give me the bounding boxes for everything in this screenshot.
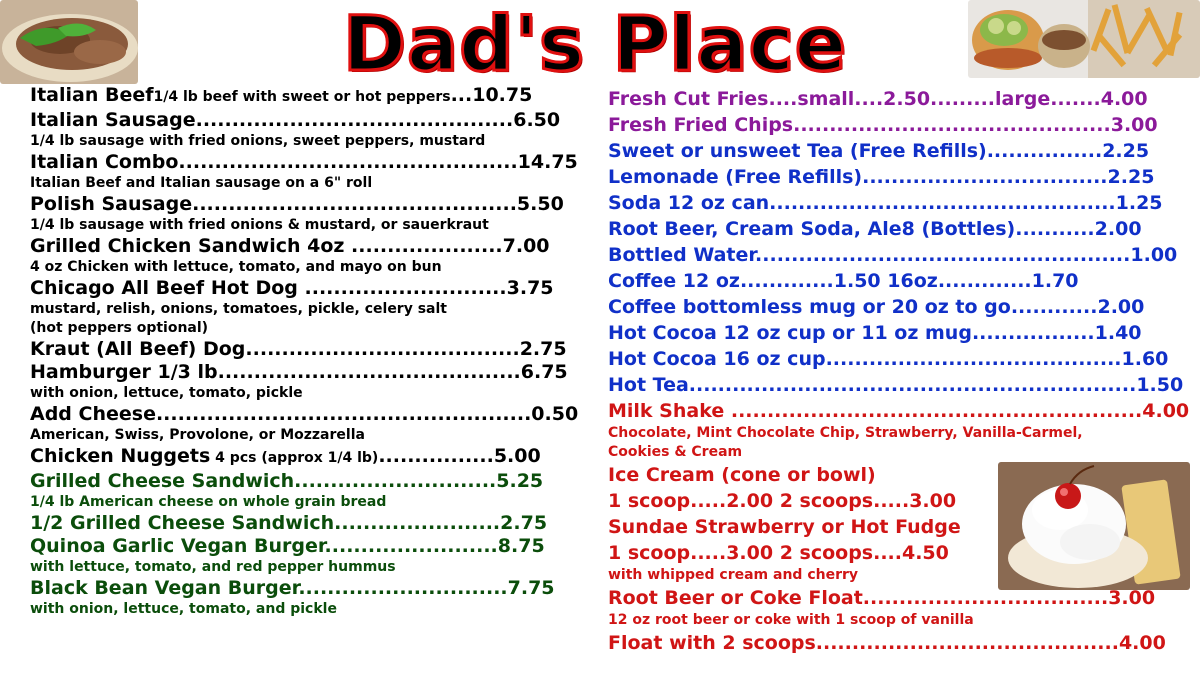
menu-item	[608, 372, 1190, 398]
dot-leader: .................	[971, 322, 1095, 344]
menu-item	[30, 338, 590, 361]
menu-item	[30, 235, 590, 258]
dot-leader: .............................................	[192, 193, 517, 215]
menu-item	[30, 84, 590, 109]
menu-item	[608, 488, 993, 514]
dot-leader: ..........................................	[815, 632, 1119, 654]
description-text: 4 oz Chicken with lettuce, tomato, and mayo on bun	[30, 259, 442, 275]
item-price: 2.00	[1097, 296, 1145, 318]
dot-leader: ........................	[324, 535, 498, 557]
menu-item	[608, 585, 1190, 611]
menu-item	[608, 190, 1190, 216]
menu-item-description	[30, 600, 590, 619]
item-price: 2.25	[1107, 166, 1155, 188]
item-price: 6.50	[513, 109, 561, 131]
restaurant-title: Dad's Place	[342, 0, 848, 88]
item-price: 2.00	[1094, 218, 1142, 240]
menu-item-description	[608, 611, 1190, 630]
item-price: 4.00	[1142, 400, 1190, 422]
burger-and-fries-photo	[968, 0, 1200, 78]
description-text: Cookies & Cream	[608, 444, 743, 460]
item-name: 1/2 Grilled Cheese Sandwich	[30, 512, 335, 534]
item-price: 8.75	[497, 535, 545, 557]
item-name: Milk Shake	[608, 400, 725, 422]
item-name: Fresh Fried Chips	[608, 114, 794, 136]
dot-leader: .........................................	[825, 348, 1122, 370]
dot-leader: ....................................................	[755, 244, 1131, 266]
description-text: with lettuce, tomato, and red pepper hummus	[30, 559, 396, 575]
item-price: 1.60	[1121, 348, 1169, 370]
item-name: Root Beer or Coke Float	[608, 587, 863, 609]
menu-item	[608, 320, 1190, 346]
item-price: 2.75	[519, 338, 567, 360]
description-text: mustard, relish, onions, tomatoes, pickle, celery salt	[30, 301, 447, 317]
dot-leader: ............	[1010, 296, 1098, 318]
item-name: Fresh Cut Fries....small....2.50.........large.......4.00	[608, 88, 1148, 110]
menu-item	[608, 164, 1190, 190]
item-price: 4.00	[1118, 632, 1166, 654]
item-price: 0.50	[531, 403, 579, 425]
item-price: 5.25	[496, 470, 544, 492]
dot-leader: ..............................................................	[688, 374, 1137, 396]
item-note: Strawberry or Hot Fudge	[688, 516, 961, 538]
item-price: 6.75	[520, 361, 568, 383]
dot-leader: ................	[378, 445, 494, 467]
item-price: 3.00	[1110, 114, 1158, 136]
menu-item	[608, 462, 993, 488]
item-price: 5.00	[493, 445, 541, 467]
menu-item	[608, 112, 1190, 138]
dot-leader: ............................................	[195, 109, 514, 131]
description-text: Italian Beef and Italian sausage on a 6" roll	[30, 175, 373, 191]
item-price: 1.25	[1115, 192, 1163, 214]
item-name: Ice Cream (cone or bowl)	[608, 464, 876, 486]
description-text: American, Swiss, Provolone, or Mozzarella	[30, 427, 365, 443]
dot-leader: ......................................	[245, 338, 520, 360]
description-text: 1/4 lb sausage with fried onions & mustard, or sauerkraut	[30, 217, 489, 233]
dot-leader: .....................	[344, 235, 503, 257]
dot-leader: ...	[450, 84, 473, 106]
menu-item	[30, 577, 590, 600]
item-price: 10.75	[472, 84, 533, 106]
description-text: 1/4 lb sausage with fried onions, sweet peppers, mustard	[30, 133, 486, 149]
item-name: Soda 12 oz can	[608, 192, 770, 214]
menu-item-description	[30, 319, 590, 338]
dot-leader: .........................................................	[724, 400, 1143, 422]
item-name: Float with 2 scoops	[608, 632, 816, 654]
menu-item	[30, 535, 590, 558]
menu-item-description	[608, 424, 1190, 443]
menu-item-description	[608, 443, 1190, 462]
dot-leader: ....................................................	[155, 403, 532, 425]
dot-leader: ................	[986, 140, 1103, 162]
item-price: 2.25	[1102, 140, 1150, 162]
menu-item	[30, 470, 590, 493]
item-name: Chicago All Beef Hot Dog	[30, 277, 298, 299]
dot-leader: ............................	[294, 470, 497, 492]
drinks-dessert-menu-column	[608, 86, 1190, 656]
menu-item-description	[30, 132, 590, 151]
menu-item-description	[30, 258, 590, 277]
dot-leader: .............................	[298, 577, 508, 599]
item-name: Italian Combo	[30, 151, 179, 173]
dot-leader: ..................................	[862, 587, 1109, 609]
description-text: with onion, lettuce, tomato, pickle	[30, 385, 303, 401]
item-price: 3.75	[506, 277, 554, 299]
menu-item-description	[30, 174, 590, 193]
item-name: Add Cheese	[30, 403, 156, 425]
item-name: Coffee 12 oz.............1.50 16oz.............1.70	[608, 270, 1079, 292]
description-text: Chocolate, Mint Chocolate Chip, Strawberry, Vanilla-Carmel,	[608, 425, 1083, 441]
menu-item	[608, 630, 1190, 656]
description-text: 1/4 lb American cheese on whole grain bread	[30, 494, 387, 510]
menu-item	[608, 268, 1190, 294]
item-name: Root Beer, Cream Soda, Ale8 (Bottles)	[608, 218, 1016, 240]
item-name: Lemonade (Free Refills)	[608, 166, 863, 188]
menu-item	[30, 277, 590, 300]
menu-item	[608, 346, 1190, 372]
item-name: Sweet or unsweet Tea (Free Refills)	[608, 140, 987, 162]
menu-item-description	[30, 493, 590, 512]
menu-item	[30, 151, 590, 174]
item-price: 1.50	[1136, 374, 1184, 396]
item-name: Hamburger 1/3 lb	[30, 361, 218, 383]
item-name: Italian Beef	[30, 84, 154, 106]
menu-item	[30, 109, 590, 132]
item-name: Polish Sausage	[30, 193, 193, 215]
item-name: Hot Cocoa 12 oz cup or 11 oz mug	[608, 322, 972, 344]
item-name: Italian Sausage	[30, 109, 196, 131]
menu-item-description	[30, 558, 590, 577]
item-name: Kraut (All Beef) Dog	[30, 338, 246, 360]
food-menu-column	[30, 84, 590, 619]
item-price: 1.00	[1130, 244, 1178, 266]
italian-beef-photo	[0, 0, 138, 84]
item-price: 1.40	[1094, 322, 1142, 344]
item-name: Hot Tea	[608, 374, 689, 396]
item-name: Grilled Chicken Sandwich 4oz	[30, 235, 345, 257]
menu-item	[30, 361, 590, 384]
item-note: 1/4 lb beef with sweet or hot peppers	[153, 89, 451, 105]
item-name: Quinoa Garlic Vegan Burger	[30, 535, 325, 557]
menu-item	[30, 445, 590, 470]
menu-item-description	[30, 300, 590, 319]
item-price: 2.75	[500, 512, 548, 534]
menu-item	[608, 398, 1190, 424]
item-name: Bottled Water	[608, 244, 756, 266]
item-name: Sundae	[608, 516, 689, 538]
description-text: 12 oz root beer or coke with 1 scoop of vanilla	[608, 612, 974, 628]
menu-item	[608, 514, 993, 540]
menu-item-description	[30, 384, 590, 403]
item-name: Hot Cocoa 16 oz cup	[608, 348, 826, 370]
dot-leader: ...........	[1015, 218, 1095, 240]
menu-item	[608, 138, 1190, 164]
dot-leader: ..........................................	[217, 361, 521, 383]
menu-item	[30, 193, 590, 216]
menu-item	[608, 86, 1190, 112]
item-name: 1 scoop.....2.00 2 scoops.....3.00	[608, 490, 957, 512]
item-name: 1 scoop.....3.00 2 scoops....4.50	[608, 542, 949, 564]
menu-item-description	[608, 566, 993, 585]
item-price: 14.75	[517, 151, 578, 173]
item-price: 5.50	[516, 193, 564, 215]
menu-item-description	[30, 216, 590, 235]
dot-leader: ............................	[297, 277, 507, 299]
item-price: 7.00	[502, 235, 550, 257]
item-name: Grilled Cheese Sandwich	[30, 470, 295, 492]
menu-item	[608, 294, 1190, 320]
item-price: 3.00	[1108, 587, 1156, 609]
description-text: with onion, lettuce, tomato, and pickle	[30, 601, 337, 617]
menu-item	[30, 512, 590, 535]
item-price: 7.75	[507, 577, 555, 599]
item-name: Coffee bottomless mug or 20 oz to go	[608, 296, 1011, 318]
menu-item	[608, 242, 1190, 268]
dot-leader: ................................................	[769, 192, 1116, 214]
item-name: Chicken Nuggets	[30, 445, 211, 467]
dot-leader: ...............................................	[178, 151, 518, 173]
item-name: Black Bean Vegan Burger	[30, 577, 299, 599]
dot-leader: .......................	[334, 512, 501, 534]
menu-item	[608, 216, 1190, 242]
dot-leader: ............................................	[793, 114, 1111, 136]
description-text: (hot peppers optional)	[30, 320, 209, 336]
menu-item-description	[30, 426, 590, 445]
description-text: with whipped cream and cherry	[608, 567, 859, 583]
item-note: 4 pcs (approx 1/4 lb)	[210, 450, 379, 466]
menu-item	[608, 540, 993, 566]
dot-leader: ..................................	[862, 166, 1108, 188]
menu-item	[30, 403, 590, 426]
